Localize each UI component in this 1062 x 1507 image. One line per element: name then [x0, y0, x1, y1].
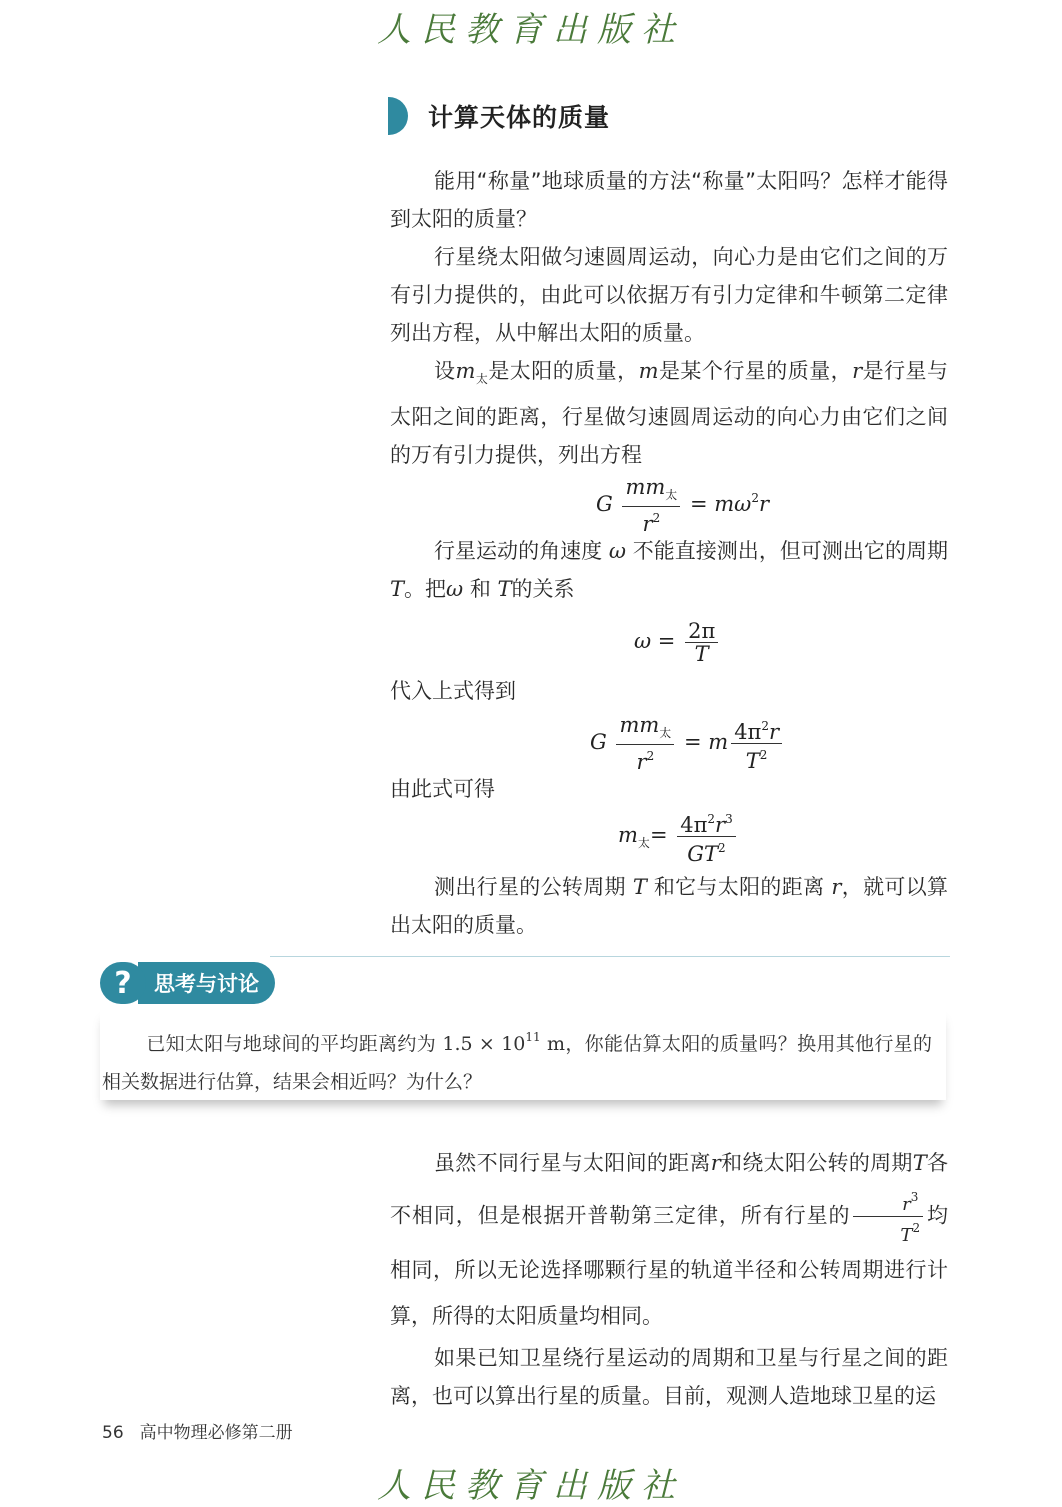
paragraph-5: 代入上式得到	[390, 679, 516, 703]
discussion-text: 已知太阳与地球间的平均距离约为 $1.5 \times 10^{11}$ m，你能估算太阳的质量吗？换用其他行星的相关数据进行估算，结果会相近吗？为什么？	[102, 1030, 932, 1093]
equation-substituted: G $\frac{mm_太}{r^2}$ = m $\frac{4\pi^2r}{T^2}$	[590, 714, 785, 773]
discussion-title: 思考与讨论	[138, 962, 275, 1004]
body-text-block-2	[390, 532, 948, 608]
section-heading	[388, 96, 610, 136]
paragraph-6: 由此式可得	[390, 777, 495, 801]
body-text-block-4	[390, 770, 948, 808]
section-title: 计算天体的质量	[428, 103, 611, 132]
discussion-badge	[100, 962, 275, 1004]
section-marker-icon	[388, 97, 408, 135]
body-text-block-6	[390, 1140, 948, 1415]
paragraph-3: 设$m_太$是太阳的质量，m是某个行星的质量，r是行星与太阳之间的距离，行星做匀速圆周运动的向心力由它们之间的万有引力提供，列出方程	[390, 359, 949, 467]
book-title: 高中物理必修第二册	[139, 1423, 293, 1443]
paragraph-8: 虽然不同行星与太阳间的距离r和绕太阳公转的周期T各不相同，但是根据开普勒第三定律，所有行星的 $\frac{r^3}{T^2}$ 均相同，所以无论选择哪颗行星的轨道半径和公转周期进行计算，所得的太阳质量均相同。	[390, 1151, 949, 1328]
equation-gravitation: G $\frac{mm_太}{r^2}$ = $m\omega^2r$	[596, 475, 769, 536]
publisher-logo-bottom: 人民教育出版社	[377, 1466, 685, 1506]
paragraph-4: 行星运动的角速度 ω 不能直接测出，但可测出它的周期 T。把ω 和 T的关系	[390, 539, 948, 601]
paragraph-2: 行星绕太阳做匀速圆周运动，向心力是由它们之间的万有引力提供的，由此可以依据万有引力定律和牛顿第二定律列出方程，从中解出太阳的质量。	[390, 245, 948, 345]
equation-sun-mass: $m_太=$ $\frac{4\pi^2r^3}{GT^2}$	[618, 808, 739, 865]
publisher-logo-top: 人民教育出版社	[377, 10, 685, 50]
discussion-divider	[270, 956, 950, 957]
paragraph-7: 测出行星的公转周期 T 和它与太阳的距离 r，就可以算出太阳的质量。	[390, 875, 949, 937]
equation-angular-velocity: ω = $\frac{2\pi}{T}$	[634, 620, 721, 665]
body-text-block-5	[390, 868, 948, 944]
paragraph-1: 能用“称量”地球质量的方法“称量”太阳吗？怎样才能得到太阳的质量？	[390, 169, 948, 231]
paragraph-9: 如果已知卫星绕行星运动的周期和卫星与行星之间的距离，也可以算出行星的质量。目前，观测人造地球卫星的运	[390, 1346, 948, 1408]
body-text-block-3	[390, 672, 948, 710]
page-number: 56	[102, 1423, 124, 1443]
question-icon: ?	[100, 962, 146, 1004]
page-footer	[102, 1418, 293, 1443]
body-text-block-1	[390, 162, 948, 474]
